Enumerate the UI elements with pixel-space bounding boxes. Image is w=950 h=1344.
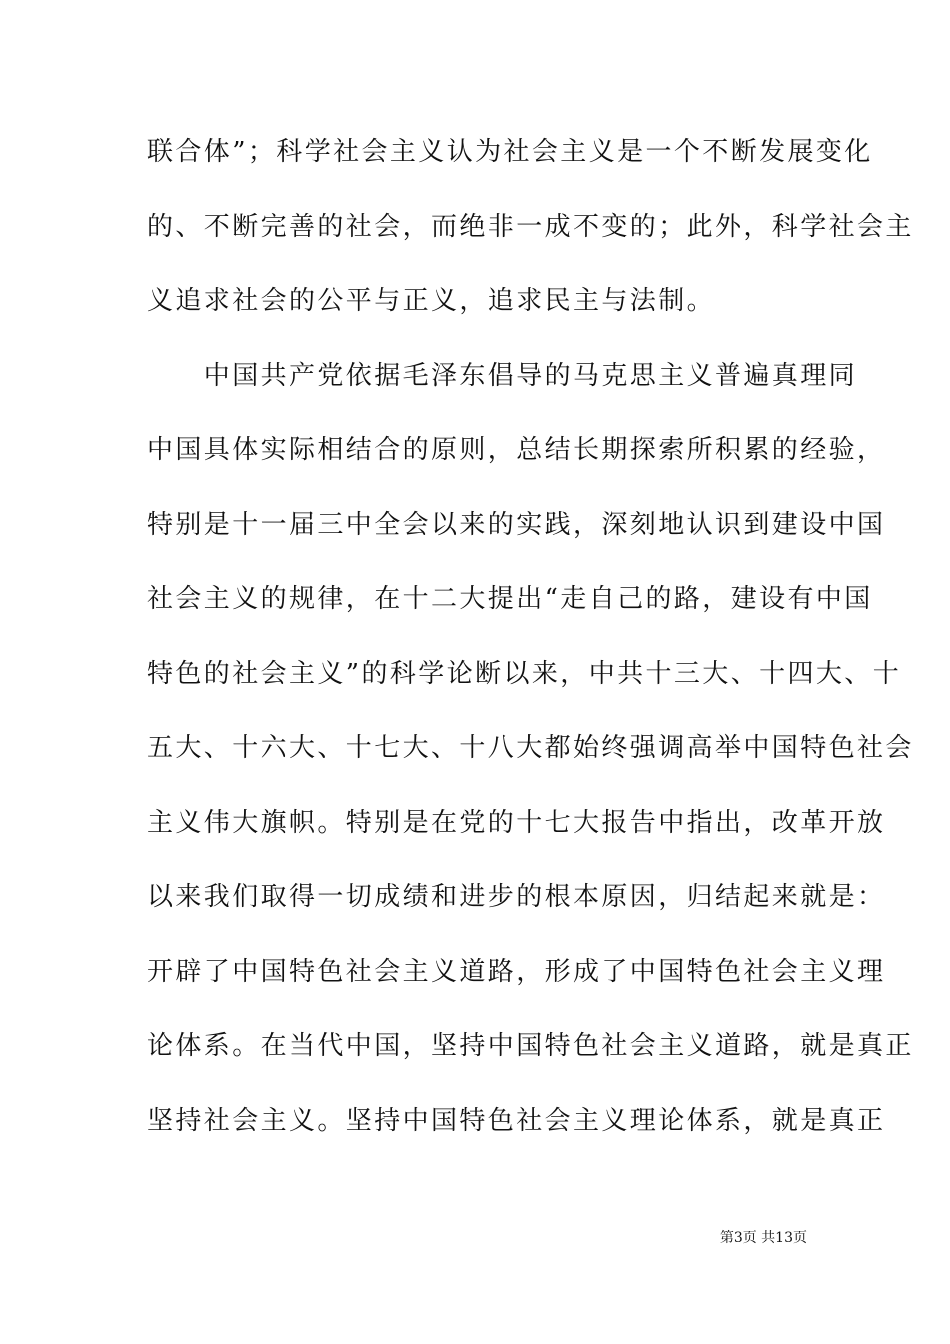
text-line: 坚持社会主义。坚持中国特色社会主义理论体系，就是真正	[147, 1105, 886, 1136]
text-line: 特别是十一届三中全会以来的实践，深刻地认识到建设中国	[147, 509, 886, 540]
page-number-footer: 第3页 共13页	[719, 1230, 807, 1246]
body-text	[147, 128, 914, 1171]
text-line: 主义伟大旗帜。特别是在党的十七大报告中指出，改革开放	[147, 807, 886, 838]
text-line: 中国具体实际相结合的原则，总结长期探索所积累的经验，	[147, 435, 886, 465]
text-line: 特色的社会主义”的科学论断以来，中共十三大、十四大、十	[147, 658, 902, 689]
text-line: 以来我们取得一切成绩和进步的根本原因，归结起来就是：	[147, 882, 886, 912]
text-line: 论体系。在当代中国，坚持中国特色社会主义道路，就是真正	[147, 1031, 914, 1061]
text-line: 开辟了中国特色社会主义道路，形成了中国特色社会主义理	[147, 956, 886, 987]
text-line: 五大、十六大、十七大、十八大都始终强调高举中国特色社会	[147, 733, 914, 763]
text-line: 社会主义的规律，在十二大提出“走自己的路，建设有中国	[147, 584, 873, 614]
text-line: 的、不断完善的社会，而绝非一成不变的；此外，科学社会主	[147, 211, 914, 242]
text-line: 义追求社会的公平与正义，追求民主与法制。	[147, 286, 716, 316]
paragraph-start-line: 中国共产党依据毛泽东倡导的马克思主义普遍真理同	[147, 360, 858, 391]
text-line: 联合体”；科学社会主义认为社会主义是一个不断发展变化	[147, 137, 873, 167]
